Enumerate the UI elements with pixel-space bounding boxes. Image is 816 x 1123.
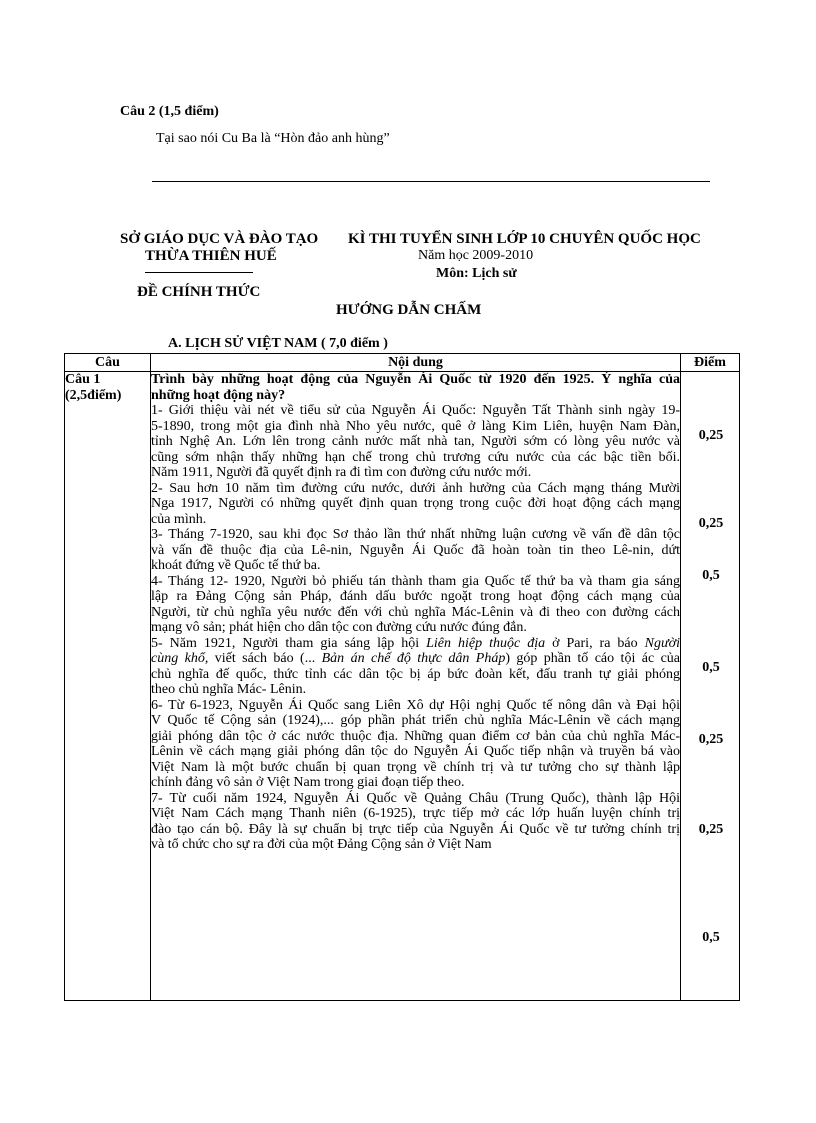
answer-point-1 [151,403,680,481]
score-point-1: 0,25 [698,428,724,443]
question-heading [151,372,680,403]
text-line: cũng sớm nhận thấy những hạn chế trong chủ trương cứu nước của các bậc tiền bối. [151,449,680,465]
score-point-7: 0,5 [702,930,720,945]
grading-table [64,353,740,1001]
text-line: Người, từ chủ nghĩa yêu nước đến với chủ nghĩa Mác-Lênin và đi theo con đường cách [151,604,680,620]
answer-point-2 [151,481,680,528]
department-name: SỞ GIÁO DỤC VÀ ĐÀO TẠO [120,231,319,247]
header-score: Điểm [681,354,740,372]
italic-run: Liên hiệp thuộc địa [426,635,546,651]
content-cell [151,372,681,1001]
score-point-5: 0,25 [698,732,724,747]
text-line: Nga 1917, Người có những quyết định quan trọng trong cuộc đời hoạt động cách mạng [151,496,680,511]
exam-subject: Môn: Lịch sử [436,266,517,281]
italic-run: Bản án chế độ thực dân Pháp [321,651,506,666]
table-header-row [65,354,740,372]
text-line: Năm 1911, Người đã quyết định ra đi tìm con đường cứu nước mới. [151,465,532,480]
score-point-3: 0,5 [702,568,720,583]
question-2-text: Tại sao nói Cu Ba là “Hòn đảo anh hùng” [156,131,390,146]
text-line [151,636,680,652]
text-line: 5-1890, trong một gia đình nhà Nho yêu nước, quê ở làng Kim Liên, huyện Nam Đàn, [151,418,680,434]
answer-point-7 [151,791,680,853]
exam-year: Năm học 2009-2010 [418,248,534,263]
text-line: 7- Từ cuối năm 1924, Nguyễn Ái Quốc về Quảng Châu (Trung Quốc), thành lập Hội [151,790,680,806]
italic-run: Người [644,635,680,651]
text-line: mạng vô sản; phát hiện cho dân tộc con đường cứu nước đúng đắn. [151,620,527,635]
text-line: giải phóng dân tộc ở các nước thuộc địa. Những quan điểm cơ bản của chủ nghĩa Mác- [151,728,680,744]
text-line: 3- Tháng 7-1920, sau khi đọc Sơ thảo lần thứ nhất những luận cương về vấn đề dân tộc [151,527,680,542]
text-line: Trình bày những hoạt động của Nguyễn Ái Quốc từ 1920 đến 1925. Ý nghĩa của [151,372,680,387]
header-question: Câu [65,354,151,372]
exam-title: KÌ THI TUYỂN SINH LỚP 10 CHUYÊN QUỐC HỌC [348,231,701,247]
text-line: và tổ chức cho sự ra đời của một Đảng Cộng sản ở Việt Nam [151,837,492,852]
text-run: ở Pari, ra báo [545,635,645,651]
section-a-heading: A. LỊCH SỬ VIỆT NAM ( 7,0 điểm ) [168,336,388,351]
score-point-4: 0,5 [702,660,720,675]
text-line: đào tạo cán bộ. Đây là sự chuẩn bị trực tiếp của Nguyễn Ái Quốc về tư tưởng chính trị [151,821,680,837]
score-point-2: 0,25 [698,516,724,531]
text-line: chính đảng vô sản ở Việt Nam trong giai đoạn tiếp theo. [151,775,465,790]
text-line: 4- Tháng 12- 1920, Người bỏ phiếu tán thành tham gia Quốc tế thứ ba và tham gia sáng [151,573,680,589]
answer-line [152,181,710,182]
grading-guide-title: HƯỚNG DẪN CHẤM [336,302,482,318]
text-run: 5- Năm 1921, Người tham gia sáng lập hội [151,635,427,651]
text-line: khoát đứng về Quốc tế thứ ba. [151,558,321,573]
question-points: (2,5điểm) [65,388,122,403]
text-line: 2- Sau hơn 10 năm tìm đường cứu nước, dưới ảnh hưởng của Cách mạng tháng Mười [151,480,680,496]
text-run: , viết sách báo (... [204,651,322,666]
answer-point-5 [151,636,680,698]
score-cell [681,372,740,1001]
answer-point-3 [151,527,680,574]
text-line: và vấn đề thuộc địa của Lê-nin, Nguyễn Ái Quốc đã hoàn toàn tin theo Lê-nin, dứt [151,542,680,558]
text-line: những hoạt động này? [151,387,286,403]
text-line: theo chủ nghĩa Mác- Lênin. [151,682,307,697]
text-line: chủ nghĩa đế quốc, thức tỉnh các dân tộc bị áp bức đoàn kết, đấu tranh tự giải phóng [151,666,680,682]
text-run: ) góp phần tố cáo tội ác của [505,651,680,666]
text-line: lập ra Đảng Cộng sản Pháp, đánh dấu bước ngoặt trong hoạt động cách mạng của [151,589,680,604]
province-name: THỪA THIÊN HUẾ [145,248,277,264]
text-line: Lênin về cách mạng giải phóng dân tộc do Nguyễn Ái Quốc tiếp nhận và truyền bá vào [151,744,680,759]
text-line: tỉnh Nghệ An. Lớn lên trong cảnh nước mất nhà tan, Người sớm có lòng yêu nước và [151,434,680,449]
text-line: V Quốc tế Cộng sản (1924),... góp phần phát triển chủ nghĩa Mác-Lênin về cách mạng [151,713,680,728]
question-cell [65,372,151,1001]
italic-run: cùng khổ [151,651,205,666]
text-line: Việt Nam là một bước chuẩn bị quan trọng về chính trị và tư tưởng cho sự thành lập [151,759,680,775]
answer-point-4 [151,574,680,636]
score-point-6: 0,25 [698,822,724,837]
text-line [151,651,680,667]
text-line: 1- Giới thiệu vài nét về tiểu sử của Nguyễn Ái Quốc: Nguyễn Tất Thành sinh ngày 19- [151,403,680,418]
text-line: của mình. [151,511,207,527]
question-2-title: Câu 2 (1,5 điểm) [120,104,219,119]
official-exam-label: ĐỀ CHÍNH THỨC [137,284,261,300]
answer-point-6 [151,698,680,791]
text-line: Việt Nam Cách mạng Thanh niên (6-1925), trực tiếp mở các lớp huấn luyện chính trị [151,806,680,821]
header-divider [145,272,253,273]
question-number: Câu 1 [65,372,101,387]
text-line: 6- Từ 6-1923, Nguyễn Ái Quốc sang Liên Xô dự Hội nghị Quốc tế nông dân và Đại hội [151,697,680,713]
table-row [65,372,740,1001]
header-content: Nội dung [151,354,681,372]
